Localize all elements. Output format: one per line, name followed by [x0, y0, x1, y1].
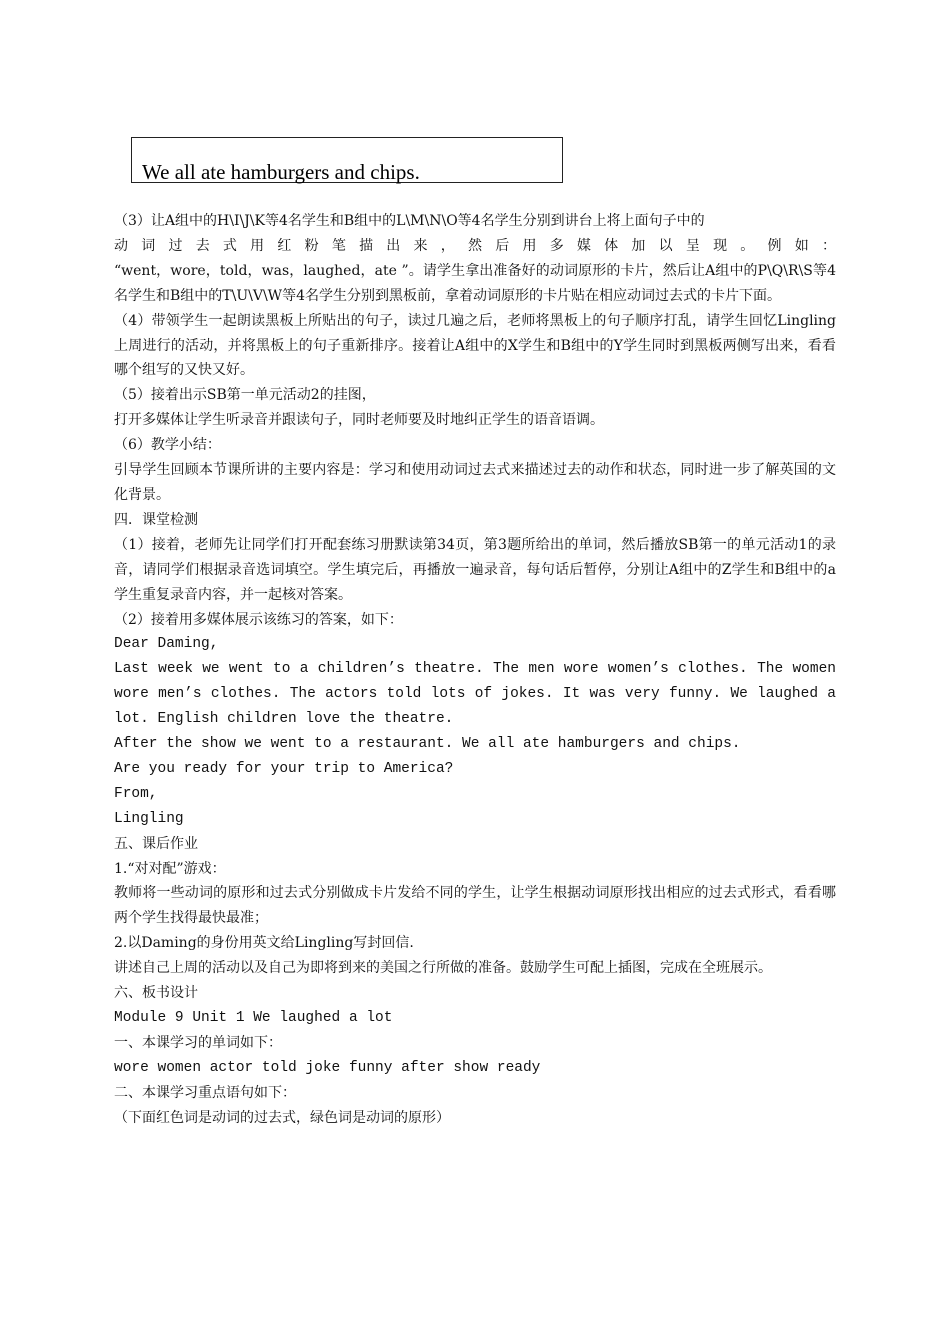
step-3-line-1: （3）让A组中的H\I\J\K等4名学生和B组中的L\M\N\O等4名学生分别到讲台上将上面句子中的 — [114, 213, 705, 229]
letter-paragraph-1: Last week we went to a children’s theatre. The men wore women’s clothes. The women wore men’s clothes. The actors told lots of jokes. It was very funny. We laughed a lot. English children love the theatre. — [114, 661, 836, 728]
letter-paragraph-3: Are you ready for your trip to America? — [114, 760, 454, 777]
sentences-heading: 二、本课学习重点语句如下： — [114, 1084, 296, 1101]
step-3-line-2: 动词过去式用红粉笔描出来，然后用多媒体加以呈现。例如： — [114, 237, 836, 254]
step-4-paragraph: （4）带领学生一起朗读黑板上所贴出的句子，读过几遍之后，老师将黑板上的句子顺序打乱，请学生回忆Lingling 上周进行的活动，并将黑板上的句子重新排序。接着让A组中的X学生和B组中的Y学生同时到黑板两侧写出来，看看哪个组写的又快又好。 — [114, 312, 836, 379]
boxed-sentence — [131, 137, 563, 183]
homework-2-title: 2.以Daming的身份用英文给Lingling写封回信. — [114, 935, 414, 952]
section-4-title: 四．课堂检测 — [114, 511, 198, 528]
document-body — [114, 209, 836, 1131]
word-list: wore women actor told joke funny after show ready — [114, 1059, 541, 1076]
board-title: Module 9 Unit 1 We laughed a lot — [114, 1010, 393, 1026]
step-5-heading: （5）接着出示SB第一单元活动2的挂图， — [114, 387, 376, 404]
section-6-title: 六、板书设计 — [114, 985, 198, 1002]
homework-1-body: 教师将一些动词的原形和过去式分别做成卡片发给不同的学生，让学生根据动词原形找出相应的过去式形式，看看哪两个学生找得最快最准； — [114, 885, 836, 927]
letter-paragraph-2: After the show we went to a restaurant. We all ate hamburgers and chips. — [114, 736, 741, 753]
letter-signature: Lingling — [114, 810, 184, 827]
letter-closing: From, — [114, 785, 158, 802]
step-6-body: 引导学生回顾本节课所讲的主要内容是：学习和使用动词过去式来描述过去的动作和状态，同时进一步了解英国的文化背景。 — [114, 462, 836, 503]
homework-1-title: 1.“对对配”游戏： — [114, 860, 226, 877]
letter-greeting: Dear Daming, — [114, 636, 219, 653]
section-5-title: 五、课后作业 — [114, 835, 198, 852]
homework-2-body: 讲述自己上周的活动以及自己为即将到来的美国之行所做的准备。鼓励学生可配上插图，完成在全班展示。 — [114, 960, 772, 977]
sentences-note: （下面红色词是动词的过去式，绿色词是动词的原形） — [114, 1109, 450, 1126]
step-6-heading: （6）教学小结： — [114, 437, 221, 454]
boxed-sentence-text: We all ate hamburgers and chips. — [142, 160, 420, 184]
words-heading: 一、本课学习的单词如下： — [114, 1034, 282, 1051]
check-2-paragraph: （2）接着用多媒体展示该练习的答案，如下： — [114, 611, 403, 628]
step-3-rest: “went，wore，told，was，laughed，ate ”。请学生拿出准备好的动词原形的卡片，然后让A组中的P\Q\R\S等4名学生和B组中的T\U\V\W等4名学生分别到黑板前，拿着动词原形的卡片贴在相应动词过去式的卡片下面。 — [114, 262, 836, 304]
check-1-paragraph: （1）接着，老师先让同学们打开配套练习册默读第34页，第3题所给出的单词，然后播放SB第一的单元活动1的录音，请同学们根据录音选词填空。学生填完后，再播放一遍录音，每句话后暂停，分别让A组中的Z学生和B组中的a学生重复录音内容，并一起核对答案。 — [114, 536, 836, 603]
step-5-body: 打开多媒体让学生听录音并跟读句子，同时老师要及时地纠正学生的语音语调。 — [114, 412, 604, 429]
